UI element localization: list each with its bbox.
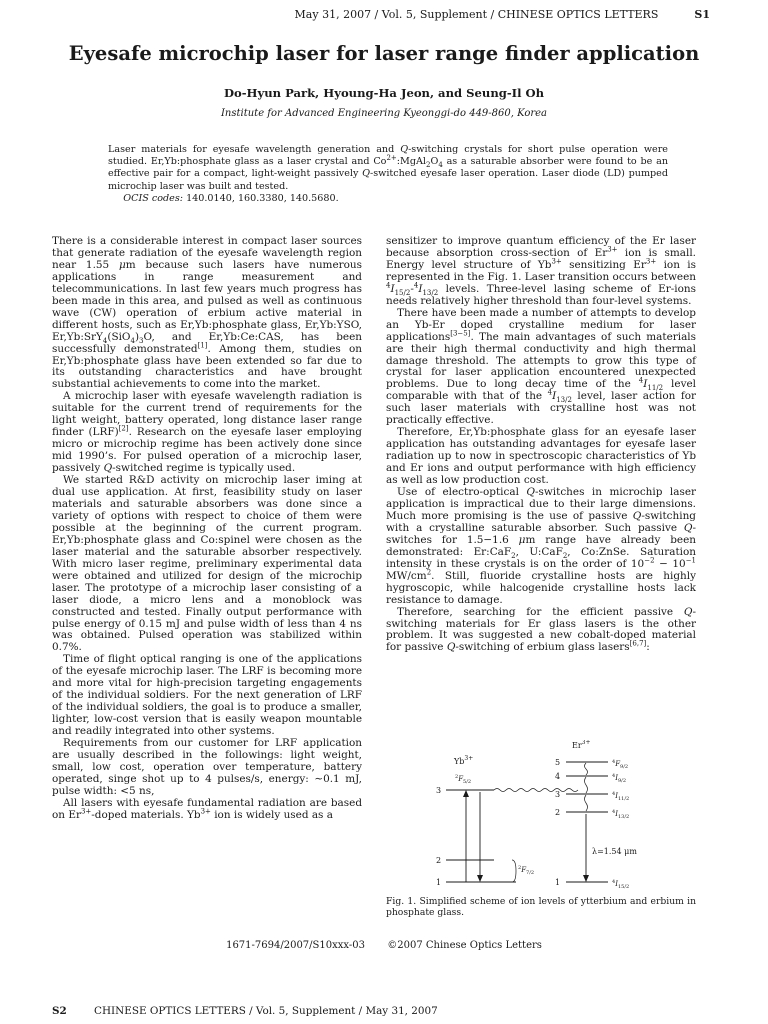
running-header [60, 8, 710, 21]
er-level-num: 5 [555, 758, 561, 767]
ocis-line [108, 193, 339, 204]
yb-ground-label: $^2F_{7/2}$ [518, 865, 535, 876]
er-level-num: 2 [555, 808, 561, 817]
er-ion-label: $Er^{3+}$ [572, 740, 591, 750]
yb-level-num: 3 [436, 786, 442, 795]
paragraph: There have been made a number of attempts to develop an Yb-Er doped crystalline medium for laser applications[3−5]. The main advantages of such materials are their high thermal conductivity and high thermal damage threshold. The attempts to grow this type of crystal for laser application encountered unexpected problems. Due to long decay time of the $^4I_{11/2}$ level comparable with that of the $^4I_{13/2}$ level, laser action for such laser materials with crystalline host was not practically effective. [386, 306, 697, 427]
er-level-num: 4 [555, 772, 561, 781]
arrowhead [583, 875, 589, 882]
abstract-text: Laser materials for eyesafe wavelength generation and Q-switching crystals for short pulse operation were studied. Er,Yb:phosphate glass as a laser crystal and $Co^{2+}:MgAl_2O_4$ as a saturable absorber were found to be an effective pair for a compact, light-weight passively Q-switched eyesafe laser operation. Laser diode (LD) pumped microchip laser was built and tested. [108, 144, 669, 192]
energy-level-diagram [386, 740, 696, 890]
nonradiative-decay [585, 777, 588, 793]
running-header-text: May 31, 2007 / Vol. 5, Supplement / CHINESE OPTICS LETTERS [294, 8, 659, 21]
page-number: S1 [694, 8, 710, 21]
er-level-num: 3 [555, 790, 561, 799]
yb-level-num: 1 [436, 878, 442, 887]
paragraph: Time of flight optical ranging is one of the applications of the eyesafe microchip laser. The LRF is becoming more and more vital for high-precision targeting engagements of the individual soldiers. For the next generation of LRF of the individual soldiers, the goal is to produce a smaller, lighter, low-cost version that is easily weapon mountable and readily integrated into other systems. [52, 653, 362, 738]
paragraph: A microchip laser with eyesafe wavelength radiation is suitable for the current trend of requirements for the light weight, battery operated, long distance laser range finder (LRF)[2]. Research on the eyesafe laser employing micro or microchip regime has been actively done since mid 1990’s. For pulsed operation of a microchip laser, passively Q-switched regime is typically used. [52, 390, 362, 475]
brace [512, 860, 516, 882]
energy-transfer-wave [494, 789, 578, 792]
body-column-left [52, 236, 362, 822]
er-term-label: $^4F_{9/2}$ [612, 759, 629, 770]
footer-page-number: S2 [52, 1005, 67, 1017]
er-term-label: $^4I_{9/2}$ [612, 773, 626, 784]
yb-ion-label: $Yb^{3+}$ [454, 755, 474, 766]
arrowhead [463, 790, 469, 797]
running-footer [52, 1005, 438, 1017]
er-term-label: $^4I_{11/2}$ [612, 791, 630, 802]
ocis-codes: 140.0140, 160.3380, 140.5680. [186, 192, 339, 204]
paragraph: All lasers with eyesafe fundamental radiation are based on $Er^{3+}$-doped materials. $Yb^{3+}$ ion is widely used as a [52, 796, 362, 821]
copyright: ©2007 Chinese Optics Letters [387, 940, 542, 951]
authors: Do-Hyun Park, Hyoung-Ha Jeon, and Seung-Il Oh [223, 86, 545, 100]
arrowhead [477, 875, 483, 882]
yb-level-num: 2 [436, 856, 442, 865]
nonradiative-decay [585, 795, 588, 811]
er-term-label: $^4I_{13/2}$ [612, 809, 630, 820]
paragraph: We started R&D activity on microchip laser iming at dual use application. At first, feasibility study on laser materials and saturable absorbers was done since a variety of options with respect to choice of them were possible at the beginning of the current program. Er,Yb:phosphate glass and Co:spinel were chosen as the laser material and the saturable absorber respectively. With micro laser regime, preliminary experimental data were obtained and utilized for design of the microchip laser. The prototype of a microchip laser consisting of a laser diode, a micro lens and a monoblock was constructed and tested. Finally output performance with pulse energy of 0.15 mJ and pulse width of less than 4 ns was obtained. Pulsed operation was stabilized within 0.7%. [52, 474, 362, 654]
affiliation: Institute for Advanced Engineering Kyeonggi-do 449-860, Korea [220, 108, 547, 119]
paragraph: Requirements from our customer for LRF application are usually described in the followings: light weight, small, low cost, operation over temperature, battery operated, singe shot up to 4 pulses/s, energy: ∼0.1 mJ, pulse width: <5 ns, [52, 737, 362, 797]
yb-level-label-upper: $^2F_{5/2}$ [455, 774, 472, 785]
paragraph: Therefore, Er,Yb:phosphate glass for an eyesafe laser application has outstanding advantages for eyesafe laser radiation up to now in spectroscopic characteristics of Yb and Er ions and output performance with high efficiency as well as low production cost. [386, 426, 696, 487]
paragraph: Use of electro-optical Q-switches in microchip laser application is impractical due to their large dimensions. Much more promising is the use of passive Q-switching with a crystalline saturable absorber. Such passive Q-switches for 1.5−1.6 μm range have already been demonstrated: Er:CaF$_2$, U:CaF$_2$, Co:ZnSe. Saturation intensity in these crystals is on the order of $10^{-2} - 10^{-1}$ $MW/cm^2$. Still, fluoride crystalline hosts are highly hygroscopic, while halcogenide crystalline hosts lack resistance to damage. [386, 486, 697, 606]
figure-caption: Fig. 1. Simplified scheme of ion levels of ytterbium and erbium in phosphate glass. [386, 896, 696, 918]
wavelength-label: λ=1.54 μm [592, 847, 637, 856]
paper-title: Eyesafe microchip laser for laser range finder application [68, 42, 700, 65]
abstract [108, 144, 668, 205]
nonradiative-decay [585, 763, 588, 775]
paragraph: Therefore, searching for the efficient passive Q-switching materials for Er glass lasers is the other problem. It was suggested a new cobalt-doped material for passive Q-switching of erbium glass lasers[6,7]: [386, 605, 696, 654]
issn: 1671-7694/2007/S10xxx-03 [226, 940, 365, 951]
er-level-num: 1 [555, 878, 561, 887]
footer-running-text: CHINESE OPTICS LETTERS / Vol. 5, Supplement / May 31, 2007 [94, 1005, 438, 1017]
paragraph: sensitizer to improve quantum efficiency of the Er laser because absorption cross-section of $Er^{3+}$ ion is small. Energy level structure of $Yb^{3+}$ sensitizing $Er^{3+}$ ion is represented in the Fig. 1. Laser transition occurs between $^4I_{15/2}-^4I_{13/2}$ levels. Three-level lasing scheme of Er-ions needs relatively higher threshold than four-level systems. [386, 235, 696, 307]
issn-line [0, 940, 768, 951]
paragraph: There is a considerable interest in compact laser sources that generate radiation of the eyesafe wavelength region near 1.55 μm because such lasers have numerous applications in range measurement and telecommunications. In last few years much progress has been made in this area, and pulsed as well as continuous wave (CW) operation of erbium active material in different hosts, such as Er,Yb:phosphate glass, Er,Yb:YSO, $Er,Yb:SrY_4(SiO_4)_3O$, and Er,Yb:Ce:CAS, has been successfully demonstrated[1]. Among them, studies on Er,Yb:phosphate glass have been extended so far due to its outstanding characteristics and have brought substantial achievements to come into the market. [52, 235, 362, 391]
ocis-label: OCIS codes: [123, 192, 183, 204]
er-term-label: $^4I_{15/2}$ [612, 879, 630, 890]
body-column-right [386, 236, 696, 654]
